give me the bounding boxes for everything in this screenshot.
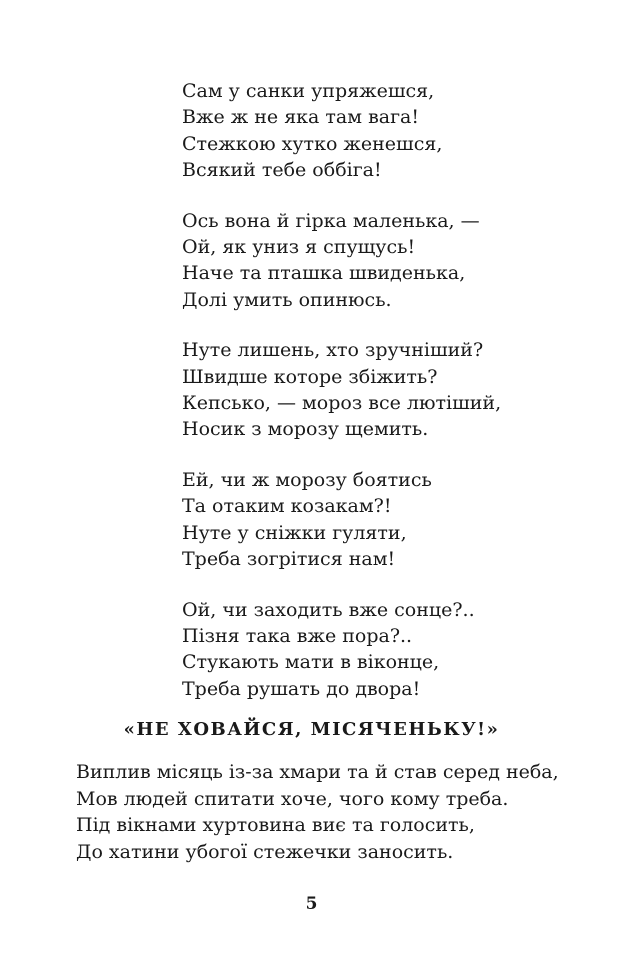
poem-line: Ой, як униз я спущусь! xyxy=(182,236,416,259)
poem-title: «НЕ ХОВАЙСЯ, МІСЯЧЕНЬКУ!» xyxy=(123,719,500,740)
poem-line: Пізня така вже пора?.. xyxy=(182,624,413,647)
poem-line: Треба рушать до двора! xyxy=(182,677,421,700)
poem-line: Кепсько, — мороз все лютіший, xyxy=(182,392,502,415)
poem-line: Ой, чи заходить вже сонце?.. xyxy=(182,598,475,621)
poem-line: Стежкою хутко женешся, xyxy=(182,132,443,155)
poem-line: Під вікнами хуртовина виє та голосить, xyxy=(76,814,475,837)
poem-line: Носик з морозу щемить. xyxy=(182,418,429,441)
stanza-2 xyxy=(182,208,562,314)
poem-line: Наче та пташка швиденька, xyxy=(182,262,466,285)
poem-sleigh xyxy=(182,78,562,726)
poem-line: Ей, чи ж морозу боятись xyxy=(182,468,432,491)
poem-line: Стукають мати в віконце, xyxy=(182,651,440,674)
stanza-1 xyxy=(182,78,562,184)
poem-line: Ось вона й гірка маленька, — xyxy=(182,209,480,232)
poem-moon xyxy=(76,759,596,865)
poem-line: Та отаким козакам?! xyxy=(182,495,392,518)
stanza-5 xyxy=(182,597,562,703)
poem-line: Виплив місяць із-за хмари та й став серед неба, xyxy=(76,761,559,783)
poem-line: Вже ж не яка там вага! xyxy=(182,106,420,129)
poem-line: Нуте у сніжки гуляти, xyxy=(182,521,407,544)
page-number: 5 xyxy=(305,894,318,914)
poem-line: До хатини убогої стежечки заносить. xyxy=(76,840,454,863)
poem-line: Всякий тебе оббіга! xyxy=(182,159,382,182)
poem-line: Долі умить опинюсь. xyxy=(182,288,392,311)
poem-line: Нуте лишень, хто зручніший? xyxy=(182,339,484,362)
poem-line: Сам у санки упряжешся, xyxy=(182,80,435,102)
stanza-4 xyxy=(182,467,562,573)
poem-line: Швидше которе збіжить? xyxy=(182,365,438,388)
poem-line: Треба зогрітися нам! xyxy=(182,548,396,571)
poem-line: Мов людей спитати хоче, чого кому треба. xyxy=(76,787,509,810)
stanza-3 xyxy=(182,337,562,443)
